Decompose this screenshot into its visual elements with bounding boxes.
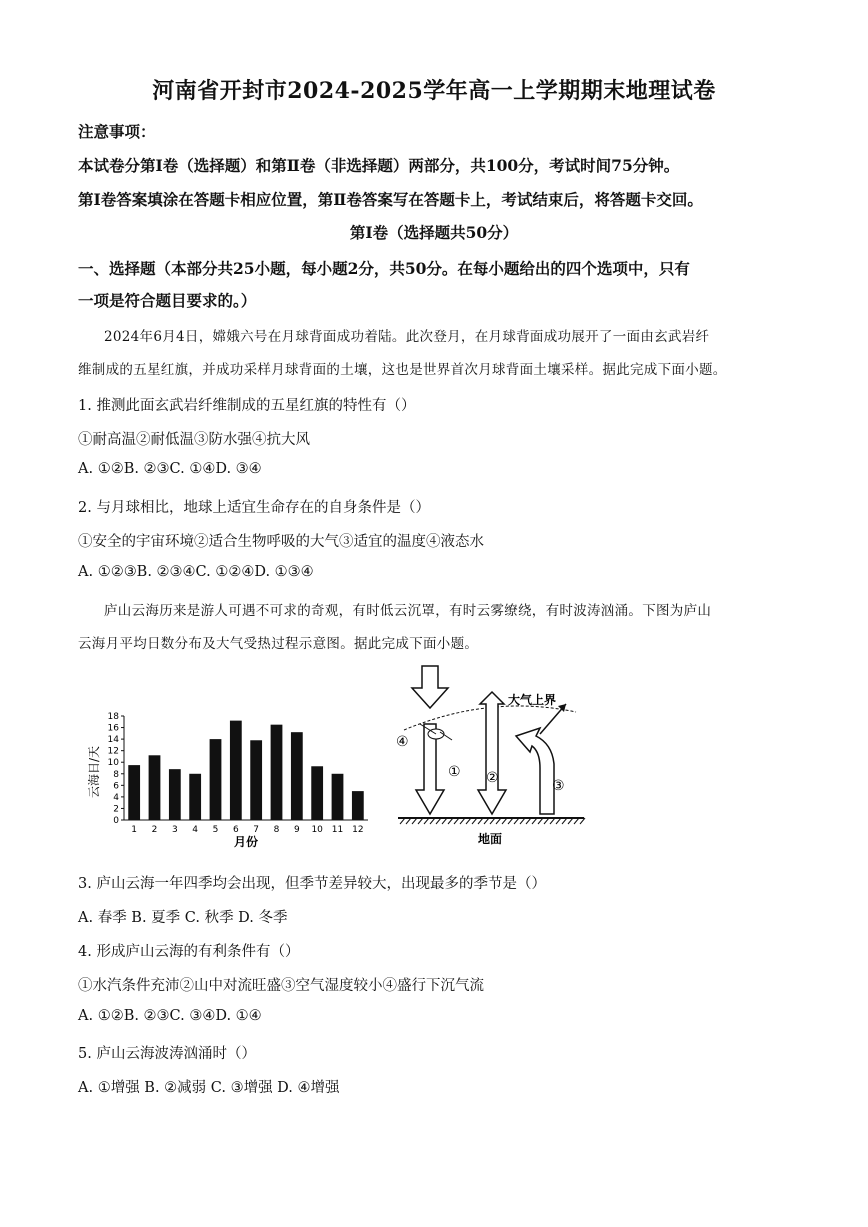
notice-line-1: 本试卷分第Ⅰ卷（选择题）和第Ⅱ卷（非选择题）两部分，共100分，考试时间75分钟。 [78,156,680,175]
passage2-line-2: 云海月平均日数分布及大气受热过程示意图。据此完成下面小题。 [78,636,479,652]
chart-bar [352,791,364,820]
notice-line-2: 第Ⅰ卷答案填涂在答题卡相应位置，第Ⅱ卷答案写在答题卡上，考试结束后，将答题卡交回。 [78,190,703,209]
q5-stem: 5. 庐山云海波涛汹涌时（） [78,1046,256,1062]
chart-bar [128,765,140,820]
arrow-3 [516,704,566,814]
marker-2: ② [486,770,499,786]
chart-y-tick-label: 16 [107,723,119,734]
chart-x-axis-label: 月份 [233,835,259,849]
chart-x-tick-label: 3 [171,825,178,835]
solar-radiation-arrow [412,666,448,708]
passage1-line-1: 2024年6月4日，嫦娥六号在月球背面成功着陆。此次登月，在月球背面成功展开了一面由玄武岩纤 [104,329,710,345]
q4-options: A. ①②B. ②③C. ③④D. ①④ [78,1008,262,1024]
chart-bar [169,769,181,820]
chart-y-tick-label: 4 [113,792,119,803]
notice-heading: 注意事项： [78,122,156,141]
chart-bar [189,774,201,820]
chart-x-tick-label: 5 [212,825,219,835]
part1-instructions-line-1: 一、选择题（本部分共25小题，每小题2分，共50分。在每小题给出的四个选项中，只有 [78,259,690,278]
chart-x-tick-label: 11 [331,825,344,835]
chart-y-tick-label: 8 [113,769,119,780]
q2-options: A. ①②③B. ②③④C. ①②④D. ①③④ [78,564,314,580]
chart-bar [230,721,242,820]
chart-x-tick-label: 2 [151,825,158,835]
atmosphere-top-label: 大气上界 [508,693,557,707]
q1-options: A. ①②B. ②③C. ①④D. ③④ [78,461,262,477]
q3-options: A. 春季 B. 夏季 C. 秋季 D. 冬季 [78,910,288,926]
arrow-2 [478,692,506,814]
q1-items: ①耐高温②耐低温③防水强④抗大风 [78,432,310,448]
chart-bar [271,725,283,820]
chart-y-tick-label: 2 [113,804,119,815]
q5-options: A. ①增强 B. ②减弱 C. ③增强 D. ④增强 [78,1080,340,1096]
passage1-line-2: 维制成的五星红旗，并成功采样月球背面的土壤，这也是世界首次月球背面土壤采样。据此完成下面小题。 [78,362,727,378]
marker-3: ③ [552,778,565,794]
q1-stem: 1. 推测此面玄武岩纤维制成的五星红旗的特性有（） [78,398,416,414]
cloud-sea-days-chart [84,700,380,850]
q4-items: ①水汽条件充沛②山中对流旺盛③空气湿度较小④盛行下沉气流 [78,978,484,994]
q2-stem: 2. 与月球相比，地球上适宜生命存在的自身条件是（） [78,500,430,516]
chart-y-tick-label: 10 [107,758,119,769]
chart-bar [332,774,344,820]
marker-4: ④ [396,734,409,750]
chart-x-tick-label: 8 [273,825,280,835]
ground-label: 地面 [477,832,503,846]
chart-y-tick-label: 18 [107,712,119,722]
chart-y-tick-label: 0 [113,816,119,826]
chart-x-tick-label: 10 [311,825,323,835]
chart-x-tick-label: 1 [131,825,138,835]
atmosphere-heating-diagram [390,664,590,850]
chart-y-tick-label: 12 [107,746,119,757]
chart-bar [250,740,262,820]
marker-1: ① [448,764,461,780]
chart-bar [311,766,323,820]
passage2-line-1: 庐山云海历来是游人可遇不可求的奇观，有时低云沉罩，有时云雾缭绕，有时波涛汹涌。下图为庐山 [104,603,712,619]
chart-x-tick-label: 12 [352,825,364,835]
chart-bar [149,755,161,820]
chart-bar [210,739,222,820]
chart-x-tick-label: 7 [253,825,260,835]
chart-x-tick-label: 4 [192,825,199,835]
chart-x-tick-label: 6 [232,825,239,835]
section-title: 第Ⅰ卷（选择题共50分） [349,223,519,242]
part1-instructions-line-2: 一项是符合题目要求的。） [78,291,257,310]
exam-title: 河南省开封市2024-2025学年高一上学期期末地理试卷 [152,78,716,104]
chart-y-tick-label: 14 [107,735,119,746]
chart-bar [291,732,303,820]
q4-stem: 4. 形成庐山云海的有利条件有（） [78,944,300,960]
q2-items: ①安全的宇宙环境②适合生物呼吸的大气③适宜的温度④液态水 [78,534,484,550]
q3-stem: 3. 庐山云海一年四季均会出现，但季节差异较大，出现最多的季节是（） [78,876,546,892]
chart-x-tick-label: 9 [293,825,300,835]
chart-y-tick-label: 6 [113,781,119,792]
chart-y-axis-label: 云海日/天 [87,745,101,799]
